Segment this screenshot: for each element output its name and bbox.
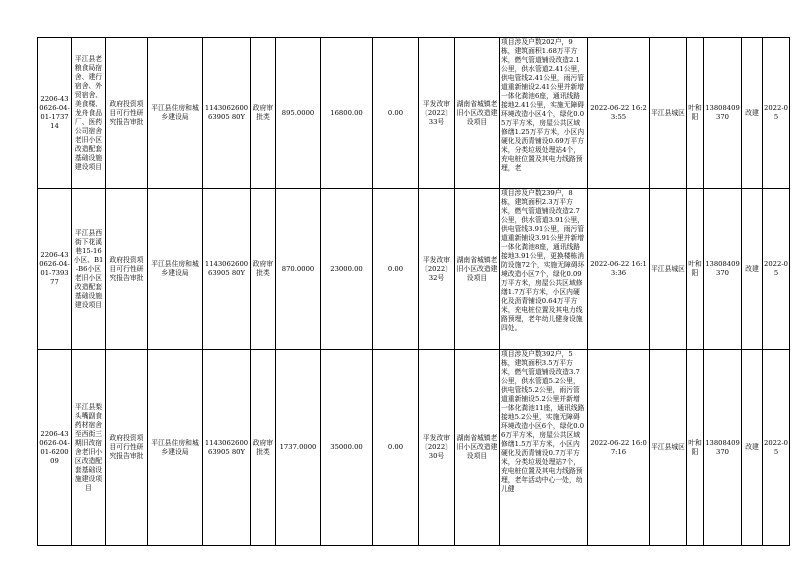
period: 2022-05 [763, 38, 790, 189]
build-type: 改建 [742, 189, 763, 350]
amount-investment: 870.0000 [276, 189, 321, 350]
location: 平江县城区 [650, 189, 687, 350]
period: 2022-05 [763, 350, 790, 546]
category: 政府审批类 [251, 38, 276, 189]
category: 政府审批类 [251, 350, 276, 546]
project-description [500, 350, 588, 546]
amount-other: 0.00 [373, 38, 419, 189]
approval-date: 2022-06-22 16:13:36 [588, 189, 650, 350]
description-text: 项目涉及户数202户，9栋，建筑面积1.68万平方米，燃气管道铺设改造2.1公里，供水管道2.41公里，供电管线2.41公里，雨污管道重新铺设2.41公里并新增一体化粪池6座，通讯线路接地2.41公里，实施无障碍环境改造小区4个，绿化0.05万平方米，房屋公共区域修缮1.25万平方米，小区内硬化及沥青铺设0.69万平方米，分类垃圾处理站4个，充电桩位置及其电力线路预埋，老 [501, 38, 585, 172]
description-text: 项目涉及户数392户，5栋，建筑面积3.5万平方米，燃气管道铺设改造3.7公里，供水管道5.2公里，供电管线5.2公里，雨污管道重新铺设5.2公里并新增一体化粪池11座，通讯线路接地5.2公里，实施无障碍环境改造小区6个，绿化0.06万平方米，房屋公共区域修缮1.5万平方米，小区内硬化及沥青铺设0.7万平方米，分类垃圾处理站7个，充电桩位置及其电力线路预埋，老年活动中心一处，幼儿健 [501, 350, 585, 493]
credit-code: 114306260063905 80Y [203, 189, 251, 350]
credit-code: 114306260063905 80Y [203, 350, 251, 546]
table-row [38, 189, 790, 350]
department: 平江县住房和城乡建设局 [148, 350, 203, 546]
description-text: 项目涉及户数239户，8栋，建筑面积2.3万平方米，燃气管道铺设改造2.7公里，供水管道3.91公里，供电管线3.91公里，雨污管道重新铺设3.91公里并新增一体化粪池8座，通讯线路接地3.91公里，更换楼栋消防设施72个，实施无障碍环境改造小区7个，绿化0.09万平方米，房屋公共区域修缮1.7万平方米，小区内硬化及沥青铺设0.64万平方米，充电桩位置及其电力线路预埋，老年幼儿健身设施四处。 [501, 189, 585, 332]
contact-person: 叶和阳 [687, 350, 704, 546]
period: 2022-05 [763, 189, 790, 350]
document-number: 平发改审〔2022〕30号 [419, 350, 455, 546]
table-row [38, 38, 790, 189]
approval-type: 政府投资项目可行性研究报告审批 [106, 350, 148, 546]
location: 平江县城区 [650, 350, 687, 546]
category: 政府审批类 [251, 189, 276, 350]
project-description [500, 189, 588, 350]
approval-date: 2022-06-22 16:07:16 [588, 350, 650, 546]
build-type: 改建 [742, 38, 763, 189]
amount-area: 23000.00 [321, 189, 373, 350]
credit-code: 114306260063905 80Y [203, 38, 251, 189]
program-name: 湖南省城镇老旧小区改造建设项目 [455, 350, 500, 546]
contact-person: 叶和阳 [687, 189, 704, 350]
contact-person: 叶和阳 [687, 38, 704, 189]
department: 平江县住房和城乡建设局 [148, 189, 203, 350]
document-number: 平发改审〔2022〕33号 [419, 38, 455, 189]
approval-type: 政府投资项目可行性研究报告审批 [106, 189, 148, 350]
amount-other: 0.00 [373, 189, 419, 350]
contact-phone: 13808409370 [704, 350, 742, 546]
location: 平江县城区 [650, 38, 687, 189]
approval-date: 2022-06-22 16:23:55 [588, 38, 650, 189]
document-number: 平发改审〔2022〕32号 [419, 189, 455, 350]
project-code: 2206-430626-04-01-173714 [38, 38, 72, 189]
department: 平江县住房和城乡建设局 [148, 38, 203, 189]
project-description [500, 38, 588, 189]
project-name: 平江县西街下花溪巷15-16小区、B1-B6小区老旧小区改造配套基础设施建设项目 [72, 189, 106, 350]
amount-area: 16800.00 [321, 38, 373, 189]
amount-area: 35000.00 [321, 350, 373, 546]
program-name: 湖南省城镇老旧小区改造建设项目 [455, 38, 500, 189]
build-type: 改建 [742, 350, 763, 546]
contact-phone: 13808409370 [704, 189, 742, 350]
amount-investment: 1737.0000 [276, 350, 321, 546]
project-name: 平江县梨头嘴副食药材宿舍至西街三期旧改宿舍老旧小区改造配套基础设施建设项目 [72, 350, 106, 546]
project-code: 2206-430626-04-01-739377 [38, 189, 72, 350]
project-code: 2206-430626-04-01-620009 [38, 350, 72, 546]
project-name: 平江县老粮食局宿舍、建行宿舍、外贸宿舍、美食楼、龙舟食品厂、医药公司宿舍老旧小区改造配套基础设施建设项目 [72, 38, 106, 189]
table-row [38, 350, 790, 546]
amount-investment: 895.0000 [276, 38, 321, 189]
amount-other: 0.00 [373, 350, 419, 546]
approval-type: 政府投资项目可行性研究报告审批 [106, 38, 148, 189]
program-name: 湖南省城镇老旧小区改造建设项目 [455, 189, 500, 350]
contact-phone: 13808409370 [704, 38, 742, 189]
project-table [37, 37, 790, 546]
